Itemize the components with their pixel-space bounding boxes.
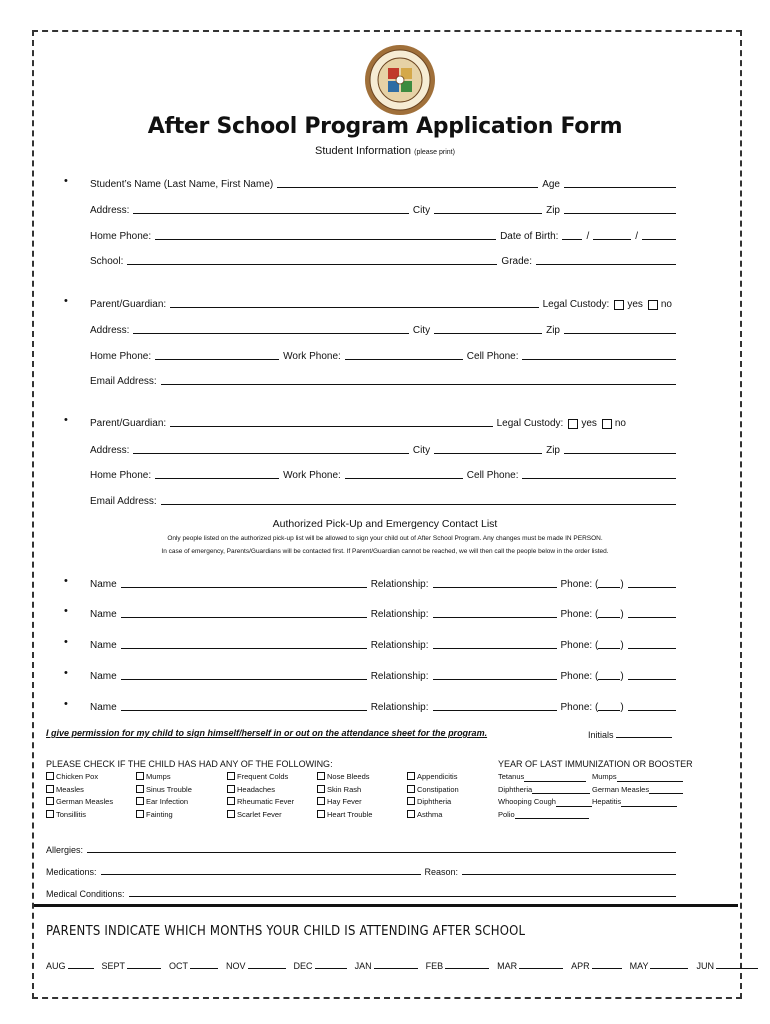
immunization-item (498, 784, 592, 797)
illness-label: Headaches (237, 784, 275, 794)
illness-checkbox[interactable] (407, 772, 415, 780)
initials-row (588, 727, 676, 740)
month-field[interactable] (445, 960, 489, 969)
relationship-label: Relationship: (370, 640, 429, 651)
allergies-label: Allergies: (46, 845, 84, 855)
guardian2-email-row (90, 491, 680, 507)
month-label: DEC (293, 961, 313, 971)
subtitle-text: Student Information (315, 145, 412, 157)
illness-checkbox[interactable] (227, 797, 235, 805)
phone-label: Phone: ( (560, 640, 599, 651)
dob-month-field[interactable] (562, 229, 582, 240)
immunization-label: Polio (498, 809, 515, 819)
phone-field[interactable] (628, 669, 676, 680)
illness-label: Hay Fever (327, 797, 362, 806)
phone-close: ) (620, 640, 624, 651)
illness-checkbox[interactable] (136, 797, 144, 805)
work-phone-label: Work Phone: (283, 351, 341, 362)
section-divider (34, 904, 738, 907)
cell-phone-field[interactable] (522, 468, 676, 479)
illness-label: Tonsillitis (56, 809, 87, 819)
pickup-name-label: Name (90, 579, 117, 590)
immunization-year-field[interactable] (515, 810, 589, 819)
illness-item (227, 784, 294, 797)
illness-item (46, 809, 113, 822)
illness-item (407, 809, 459, 822)
pickup-name-label: Name (90, 640, 117, 651)
illness-item (136, 771, 192, 784)
reason-label: Reason: (424, 867, 459, 877)
phone-field[interactable] (628, 700, 676, 711)
custody-yes-checkbox[interactable] (568, 419, 578, 429)
home-phone-field[interactable] (155, 349, 279, 360)
immunization-year-field[interactable] (649, 785, 683, 794)
illness-checkbox[interactable] (136, 772, 144, 780)
relationship-label: Relationship: (370, 702, 429, 713)
phone-close: ) (620, 609, 624, 620)
immunization-label: Whooping Cough (498, 797, 556, 806)
email-label: Email Address: (90, 376, 157, 387)
address-field[interactable] (133, 203, 408, 214)
guardian2-address-row (90, 440, 680, 456)
address-label: Address: (90, 205, 130, 216)
pickup-row (90, 697, 680, 713)
illness-label: Measles (56, 784, 84, 794)
month-label: JUN (696, 961, 714, 971)
immunization-label: German Measles (592, 784, 650, 794)
cell-phone-label: Cell Phone: (466, 470, 519, 481)
illness-checkbox[interactable] (317, 785, 325, 793)
relationship-field[interactable] (433, 577, 557, 588)
pickup-name-field[interactable] (121, 607, 367, 618)
illness-item (227, 809, 294, 822)
student-address-row (90, 200, 680, 216)
month-field[interactable] (68, 960, 94, 969)
student-name-label: Student’s Name (Last Name, First Name) (90, 179, 274, 190)
illness-item (227, 771, 294, 784)
dob-sep: / (635, 231, 638, 242)
illness-checkbox[interactable] (46, 797, 54, 805)
address-label: Address: (90, 445, 130, 456)
no-label: no (614, 418, 626, 429)
home-phone-field[interactable] (155, 468, 279, 479)
relationship-field[interactable] (433, 669, 557, 680)
work-phone-label: Work Phone: (283, 470, 341, 481)
conditions-field[interactable] (129, 886, 676, 897)
illness-label: Diphtheria (417, 797, 452, 806)
dob-label: Date of Birth: (500, 231, 559, 242)
guardian2-row (90, 413, 680, 429)
pickup-note-2: In case of emergency, Parents/Guardians will be contacted first. If Parent/Guardian cannot be reached, we will then call the people below in the order listed. (161, 548, 609, 555)
illness-label: Skin Rash (327, 784, 362, 794)
immunization-year-field[interactable] (556, 798, 592, 807)
month-label: MAY (629, 961, 649, 971)
illness-checkbox[interactable] (136, 785, 144, 793)
illness-checkbox[interactable] (407, 810, 415, 818)
grade-field[interactable] (536, 254, 676, 265)
home-phone-label: Home Phone: (90, 470, 152, 481)
city-label: City (412, 205, 431, 216)
pickup-name-field[interactable] (121, 638, 367, 649)
immunization-item (592, 784, 683, 797)
illness-label: Rheumatic Fever (237, 797, 295, 806)
month-field[interactable] (592, 960, 622, 969)
immunization-item (498, 771, 592, 784)
pickup-name-label: Name (90, 671, 117, 682)
bullet-icon: • (64, 605, 68, 617)
no-label: no (660, 299, 672, 310)
phone-field[interactable] (628, 607, 676, 618)
work-phone-field[interactable] (345, 468, 463, 479)
illness-label: Asthma (417, 809, 443, 819)
email-field[interactable] (161, 494, 676, 505)
illness-label: Ear Infection (146, 797, 189, 806)
illness-label: Heart Trouble (327, 809, 373, 819)
guardian2-phone-row (90, 465, 680, 481)
guardian2-name-field[interactable] (170, 416, 492, 427)
pickup-name-field[interactable] (121, 700, 367, 711)
email-field[interactable] (161, 374, 676, 385)
illness-item (407, 784, 459, 797)
illness-item (46, 771, 113, 784)
bullet-icon: • (64, 295, 68, 307)
phone-field[interactable] (628, 577, 676, 588)
age-label: Age (542, 179, 560, 190)
illness-column (317, 771, 372, 821)
illness-item (46, 784, 113, 797)
bullet-icon: • (64, 575, 68, 587)
bullet-icon: • (64, 636, 68, 648)
immunization-label: Diphtheria (498, 784, 533, 794)
form-subtitle (0, 145, 770, 157)
student-name-row (90, 174, 680, 190)
age-field[interactable] (564, 177, 676, 188)
illness-item (317, 784, 372, 797)
home-phone-label: Home Phone: (90, 351, 152, 362)
immunization-year-field[interactable] (524, 773, 586, 782)
phone-close: ) (620, 702, 624, 713)
phone-label: Phone: ( (560, 671, 599, 682)
area-code-field[interactable] (598, 577, 620, 588)
illness-label: Frequent Colds (237, 772, 289, 781)
illness-checkbox[interactable] (227, 810, 235, 818)
city-field[interactable] (434, 203, 542, 214)
illness-item (407, 796, 459, 809)
phone-field[interactable] (628, 638, 676, 649)
relationship-label: Relationship: (370, 671, 429, 682)
illness-checkbox[interactable] (317, 797, 325, 805)
medications-field[interactable] (101, 864, 421, 875)
illness-column (46, 771, 113, 821)
custody-label: Legal Custody: (496, 418, 564, 429)
illness-checkbox[interactable] (46, 810, 54, 818)
area-code-field[interactable] (598, 669, 620, 680)
phone-label: Phone: ( (560, 702, 599, 713)
allergies-field[interactable] (87, 842, 676, 853)
student-name-field[interactable] (277, 177, 538, 188)
illness-column (136, 771, 192, 821)
initials-field[interactable] (616, 727, 672, 738)
relationship-label: Relationship: (370, 609, 429, 620)
illness-item (317, 809, 372, 822)
zip-field[interactable] (564, 443, 676, 454)
illness-checkbox[interactable] (227, 772, 235, 780)
illness-checkbox[interactable] (227, 785, 235, 793)
custody-yes-checkbox[interactable] (614, 300, 624, 310)
dob-year-field[interactable] (642, 229, 676, 240)
month-field[interactable] (190, 960, 218, 969)
illness-column (407, 771, 459, 821)
month-field[interactable] (519, 960, 563, 969)
yes-label: yes (627, 299, 643, 310)
conditions-row (46, 883, 680, 899)
city-field[interactable] (434, 443, 542, 454)
school-field[interactable] (127, 254, 497, 265)
illness-checkbox[interactable] (407, 785, 415, 793)
medications-label: Medications: (46, 867, 97, 877)
immunization-column (592, 771, 683, 809)
area-code-field[interactable] (598, 700, 620, 711)
pickup-name-field[interactable] (121, 669, 367, 680)
illness-item (317, 771, 372, 784)
address-field[interactable] (133, 443, 408, 454)
phone-label: Phone: ( (560, 609, 599, 620)
guardian1-name-field[interactable] (170, 297, 538, 308)
pickup-row (90, 666, 680, 682)
home-phone-label: Home Phone: (90, 231, 152, 242)
immunization-heading: YEAR OF LAST IMMUNIZATION OR BOOSTER (498, 759, 693, 769)
immunization-item (498, 796, 592, 809)
area-code-field[interactable] (598, 638, 620, 649)
initials-label: Initials (588, 730, 614, 740)
immunization-column (498, 771, 592, 821)
month-field[interactable] (315, 960, 347, 969)
immunization-year-field[interactable] (621, 798, 677, 807)
illness-heading: PLEASE CHECK IF THE CHILD HAS HAD ANY OF THE FOLLOWING: (46, 759, 333, 769)
zip-field[interactable] (564, 323, 676, 334)
illness-checkbox[interactable] (46, 785, 54, 793)
home-phone-field[interactable] (155, 229, 496, 240)
illness-item (227, 796, 294, 809)
dob-day-field[interactable] (593, 229, 631, 240)
month-label: MAR (497, 961, 518, 971)
permission-text: I give permission for my child to sign himself/herself in or out on the attendance sheet for the program. (46, 728, 488, 738)
month-label: NOV (226, 961, 246, 971)
pickup-row (90, 574, 680, 590)
guardian-label: Parent/Guardian: (90, 299, 167, 310)
months-heading: PARENTS INDICATE WHICH MONTHS YOUR CHILD IS ATTENDING AFTER SCHOOL (46, 924, 526, 939)
illness-checkbox[interactable] (317, 810, 325, 818)
month-label: AUG (46, 961, 66, 971)
month-field[interactable] (716, 960, 758, 969)
illness-label: Chicken Pox (56, 772, 99, 781)
immunization-item (498, 809, 592, 822)
illness-checkbox[interactable] (407, 797, 415, 805)
illness-item (317, 796, 372, 809)
illness-label: Fainting (146, 809, 173, 819)
city-label: City (412, 325, 431, 336)
dob-sep: / (586, 231, 590, 242)
illness-label: Appendicitis (417, 772, 458, 781)
work-phone-field[interactable] (345, 349, 463, 360)
pickup-row (90, 635, 680, 651)
illness-label: Scarlet Fever (237, 809, 282, 819)
pickup-heading: Authorized Pick-Up and Emergency Contact List (272, 518, 498, 530)
immunization-label: Mumps (592, 772, 617, 781)
yes-label: yes (581, 418, 597, 429)
month-field[interactable] (650, 960, 688, 969)
guardian-label: Parent/Guardian: (90, 418, 167, 429)
illness-checkbox[interactable] (46, 772, 54, 780)
immunization-year-field[interactable] (617, 773, 683, 782)
guardian1-row (90, 294, 680, 310)
city-field[interactable] (434, 323, 542, 334)
medications-row (46, 861, 680, 877)
illness-checkbox[interactable] (136, 810, 144, 818)
form-title: After School Program Application Form (147, 114, 623, 139)
month-label: SEPT (101, 961, 126, 971)
pickup-name-field[interactable] (121, 577, 367, 588)
city-label: City (412, 445, 431, 456)
pickup-name-label: Name (90, 702, 117, 713)
immunization-label: Hepatitis (592, 797, 622, 806)
illness-item (46, 796, 113, 809)
guardian1-address-row (90, 320, 680, 336)
bullet-icon: • (64, 698, 68, 710)
allergies-row (46, 839, 680, 855)
zip-label: Zip (546, 445, 560, 456)
area-code-field[interactable] (598, 607, 620, 618)
immunization-item (592, 771, 683, 784)
custody-no-checkbox[interactable] (648, 300, 658, 310)
pickup-name-label: Name (90, 609, 117, 620)
relationship-field[interactable] (433, 607, 557, 618)
month-label: FEB (425, 961, 444, 971)
guardian1-phone-row (90, 346, 680, 362)
immunization-year-field[interactable] (532, 785, 590, 794)
bullet-icon: • (64, 175, 68, 187)
cell-phone-label: Cell Phone: (466, 351, 519, 362)
months-row (46, 960, 766, 971)
month-field[interactable] (127, 960, 161, 969)
bullet-icon: • (64, 414, 68, 426)
illness-item (136, 784, 192, 797)
illness-item (407, 771, 459, 784)
reason-field[interactable] (462, 864, 676, 875)
immunization-label: Tetanus (498, 772, 525, 781)
phone-label: Phone: ( (560, 579, 599, 590)
student-phone-row (90, 226, 680, 242)
month-field[interactable] (248, 960, 286, 969)
address-label: Address: (90, 325, 130, 336)
student-school-row (90, 251, 680, 267)
custody-no-checkbox[interactable] (602, 419, 612, 429)
illness-checkbox[interactable] (317, 772, 325, 780)
illness-column (227, 771, 294, 821)
month-label: JAN (354, 961, 372, 971)
grade-label: Grade: (501, 256, 532, 267)
relationship-field[interactable] (433, 638, 557, 649)
immunization-item (592, 796, 683, 809)
school-label: School: (90, 256, 124, 267)
relationship-label: Relationship: (370, 579, 429, 590)
illness-label: Sinus Trouble (146, 784, 192, 794)
subtitle-note: (please print) (414, 149, 455, 156)
relationship-field[interactable] (433, 700, 557, 711)
phone-close: ) (620, 579, 624, 590)
phone-close: ) (620, 671, 624, 682)
city-seal-logo (364, 44, 436, 116)
address-field[interactable] (133, 323, 408, 334)
month-label: APR (571, 961, 590, 971)
month-field[interactable] (374, 960, 418, 969)
custody-label: Legal Custody: (542, 299, 610, 310)
pickup-row (90, 604, 680, 620)
zip-label: Zip (546, 205, 560, 216)
illness-item (136, 809, 192, 822)
illness-label: Constipation (417, 784, 459, 794)
zip-field[interactable] (564, 203, 676, 214)
pickup-note-1: Only people listed on the authorized pick-up list will be allowed to sign your child out of After School Program. Any changes must be made IN PERSON. (167, 535, 603, 542)
illness-label: Mumps (146, 772, 171, 781)
cell-phone-field[interactable] (522, 349, 676, 360)
month-label: OCT (169, 961, 189, 971)
bullet-icon: • (64, 667, 68, 679)
illness-label: German Measles (56, 797, 114, 806)
guardian1-email-row (90, 371, 680, 387)
illness-label: Nose Bleeds (327, 772, 370, 781)
illness-item (136, 796, 192, 809)
email-label: Email Address: (90, 496, 157, 507)
conditions-label: Medical Conditions: (46, 889, 125, 899)
zip-label: Zip (546, 325, 560, 336)
